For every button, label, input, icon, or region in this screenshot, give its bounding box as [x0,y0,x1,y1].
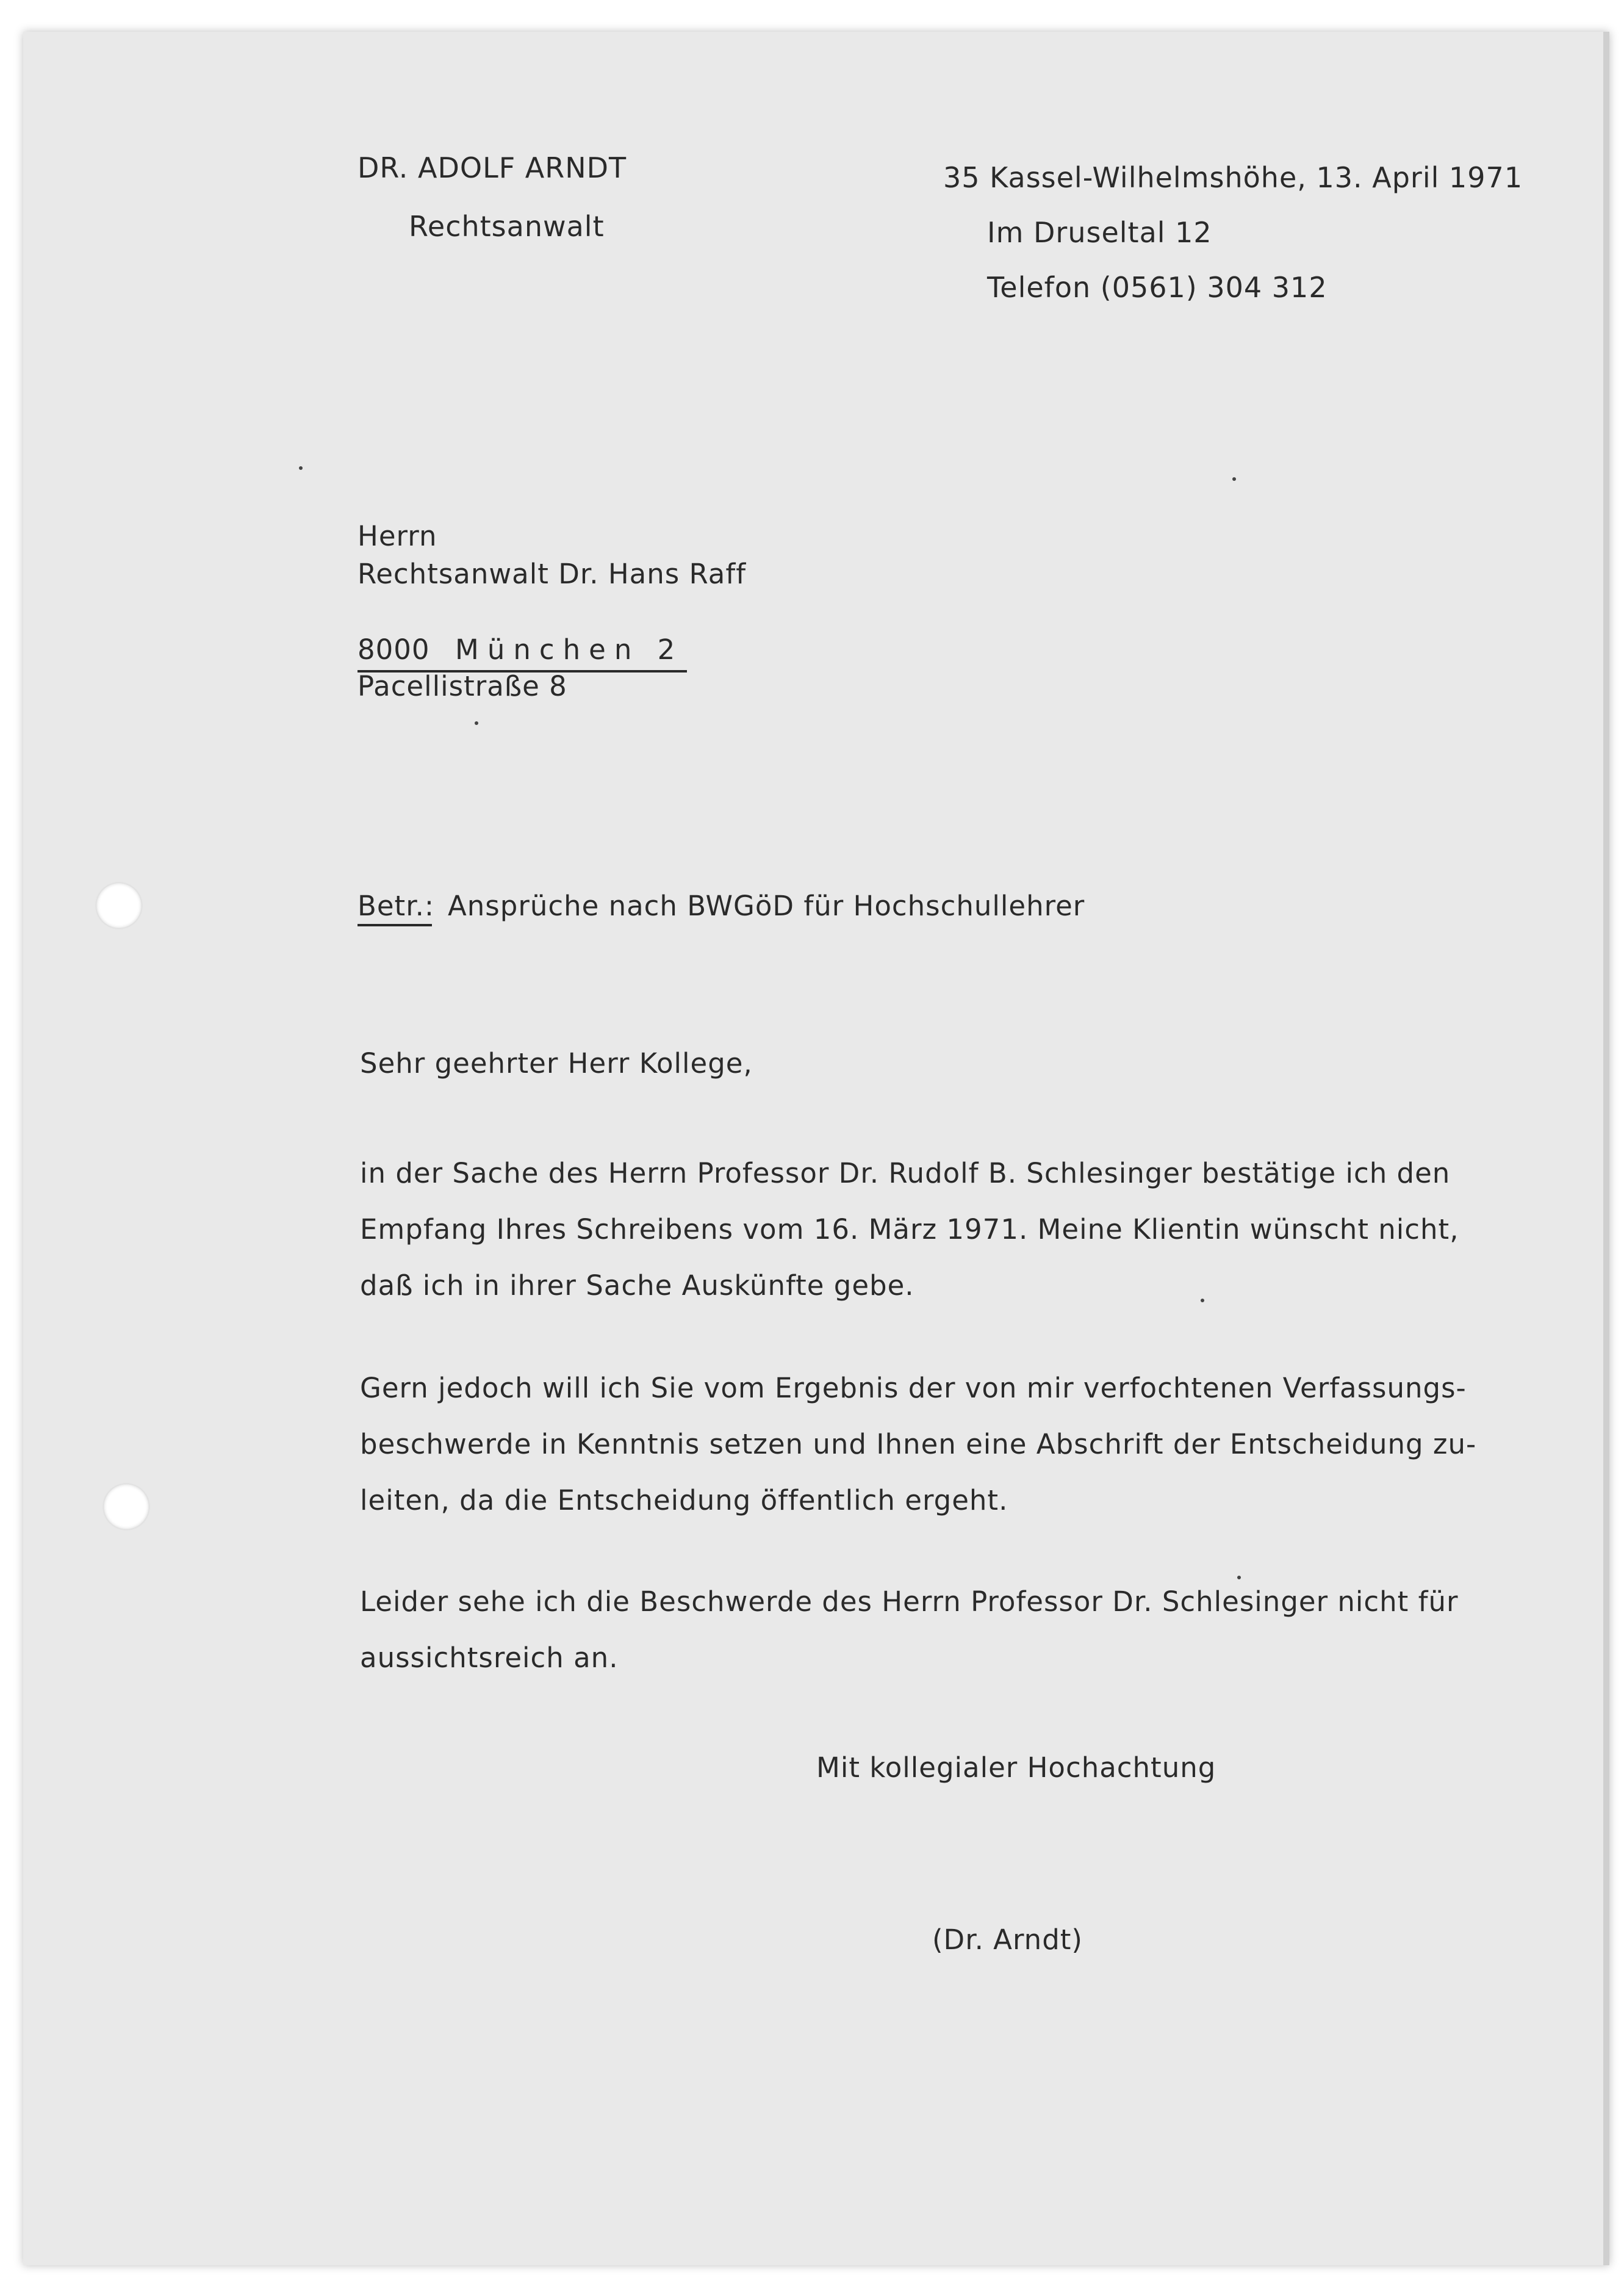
greeting: Sehr geehrter Herr Kollege, [360,1047,753,1080]
paper-speck [299,466,303,470]
paragraph-1-line-3: daß ich in ihrer Sache Auskünfte gebe. [360,1269,914,1302]
paper-speck [1201,1299,1204,1302]
sender-phone: Telefon (0561) 304 312 [987,271,1328,304]
punch-hole-top [96,883,142,928]
recipient-name: Rechtsanwalt Dr. Hans Raff [357,558,747,590]
recipient-city: München 2 [455,633,684,666]
place-date: 35 Kassel-Wilhelmshöhe, 13. April 1971 [943,161,1523,194]
subject-label: Betr.: [357,890,435,922]
paper-speck [475,721,478,725]
paragraph-2-line-1: Gern jedoch will ich Sie vom Ergebnis der von mir verfochtenen Verfassungs- [360,1372,1467,1404]
recipient-salutation-line: Herrn [357,520,437,552]
paragraph-2-line-2: beschwerde in Kenntnis setzen und Ihnen eine Abschrift der Entscheidung zu- [360,1428,1477,1460]
sender-street: Im Druseltal 12 [987,216,1212,249]
paper-speck [1237,1576,1241,1579]
paragraph-3-line-1: Leider sehe ich die Beschwerde des Herrn Professor Dr. Schlesinger nicht für [360,1585,1459,1618]
sender-name: DR. ADOLF ARNDT [357,151,627,184]
recipient-postcode: 8000 [357,633,430,666]
paragraph-2-line-3: leiten, da die Entscheidung öffentlich ergeht. [360,1484,1008,1516]
paper-speck [1232,477,1236,481]
recipient-street: Pacellistraße 8 [357,670,567,702]
subject-label-underline [357,924,432,926]
paragraph-1-line-1: in der Sache des Herrn Professor Dr. Rudolf B. Schlesinger bestätige ich den [360,1157,1451,1189]
sender-title: Rechtsanwalt [409,210,605,243]
paragraph-1-line-2: Empfang Ihres Schreibens vom 16. März 1971. Meine Klientin wünscht nicht, [360,1213,1459,1246]
punch-hole-bottom [104,1484,149,1529]
signature-name: (Dr. Arndt) [932,1924,1083,1956]
letter-sheet [23,32,1609,2265]
closing-formula: Mit kollegialer Hochachtung [816,1751,1216,1784]
subject-text: Ansprüche nach BWGöD für Hochschullehrer [448,890,1085,922]
paragraph-3-line-2: aussichtsreich an. [360,1642,619,1674]
